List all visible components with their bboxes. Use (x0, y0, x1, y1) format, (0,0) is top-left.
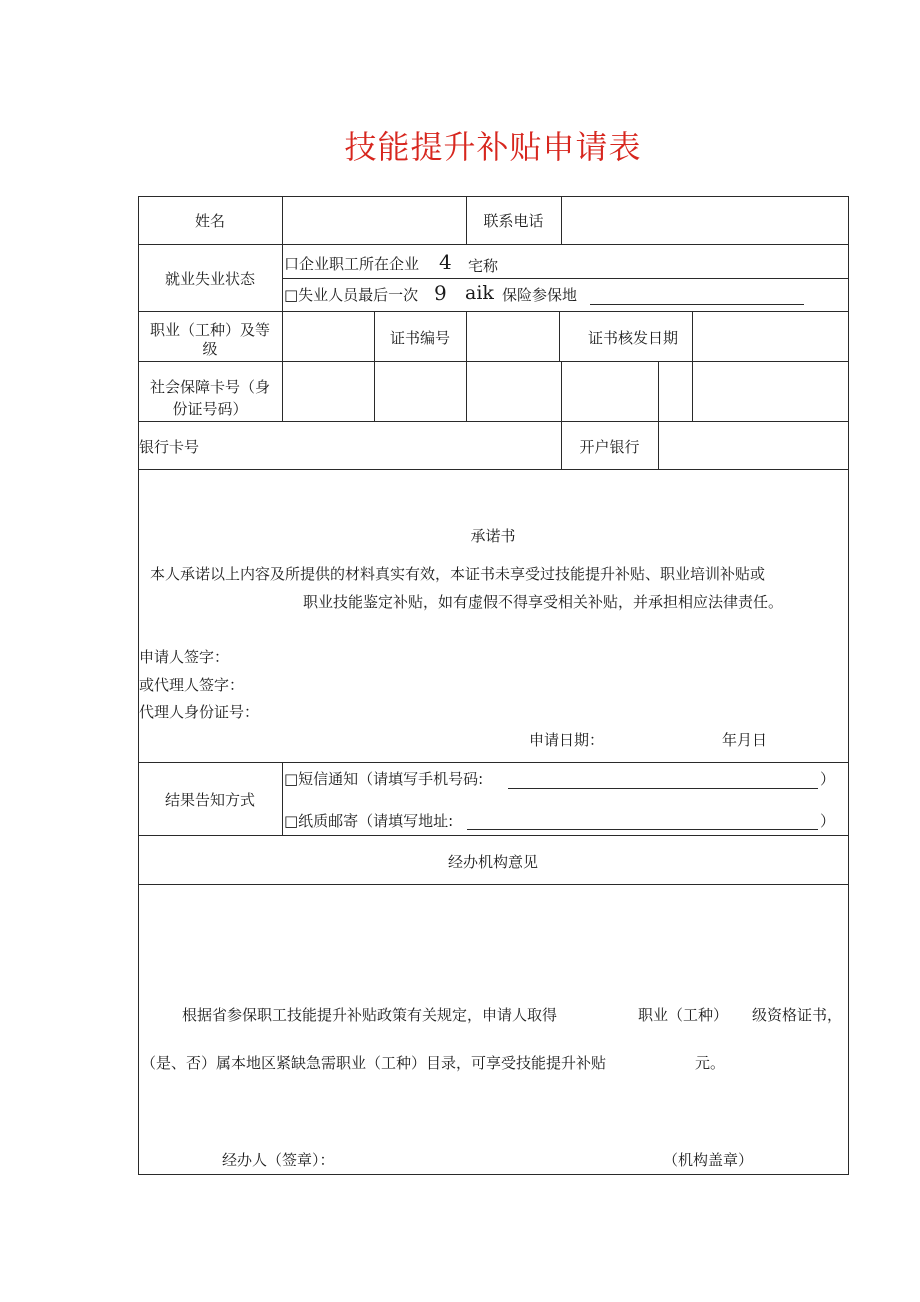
agency-text-amount-unit: 元。 (695, 1054, 726, 1072)
form-title: 技能提升补贴申请表 (344, 128, 642, 166)
agency-text-line2: （是、否）属本地区紧缺急需职业（工种）目录，可享受技能提升补贴 (141, 1054, 607, 1072)
ssn-field[interactable] (283, 362, 848, 421)
certificate-number-label: 证书编号 (389, 329, 450, 347)
bank-name-label: 开户银行 (579, 438, 640, 456)
notify-sms-close: ） (820, 770, 836, 788)
agency-text-occupation: 职业（工种） (638, 1006, 729, 1024)
bank-card-field[interactable] (240, 422, 560, 469)
employee-option-text: 口企业职工所在企业 (284, 255, 420, 273)
certificate-number-field[interactable] (467, 312, 559, 361)
ssn-label-line1: 社会保障卡号（身 (149, 378, 270, 396)
insurance-location-field[interactable] (590, 304, 804, 305)
unemployed-option-number: 9 (434, 281, 447, 305)
occupation-field[interactable] (283, 312, 374, 361)
occupation-label-line1: 职业（工种）及等 (149, 321, 270, 339)
promise-text-line2: 职业技能鉴定补贴，如有虚假不得享受相关补贴，并承担相应法律责任。 (303, 593, 784, 611)
name-label: 姓名 (194, 212, 225, 230)
notify-sms-option[interactable]: □短信通知（请填写手机号码: (284, 770, 484, 788)
notify-mail-address-field[interactable] (467, 829, 818, 830)
agency-text-cert-level: 级资格证书， (752, 1006, 843, 1024)
agency-text-line1: 根据省参保职工技能提升补贴政策有关规定，申请人取得 (182, 1006, 558, 1024)
unemployed-option-text: □失业人员最后一次 (284, 286, 419, 304)
notify-sms-phone-field[interactable] (508, 788, 818, 789)
insurance-location-label: 保险参保地 (502, 286, 578, 304)
promise-heading: 承诺书 (470, 527, 516, 545)
apply-date-ymd: 年月日 (722, 731, 768, 749)
notify-method-label: 结果告知方式 (164, 791, 255, 809)
unemployed-option-aik: aik (465, 282, 494, 304)
agency-seal-label: （机构盖章） (663, 1151, 754, 1169)
notify-mail-option[interactable]: □纸质邮寄（请填写地址: (284, 812, 454, 830)
notify-mail-close: ） (820, 812, 836, 830)
agency-opinion-heading: 经办机构意见 (447, 853, 538, 871)
agent-signature-label: 或代理人签字： (139, 676, 245, 694)
applicant-signature-label: 申请人签字： (139, 648, 230, 666)
bank-card-label: 银行卡号 (139, 438, 200, 456)
handler-signature-label: 经办人（签章）： (222, 1151, 335, 1169)
occupation-label-line2: 级 (202, 340, 218, 358)
employee-option-suffix: 宅称 (468, 257, 499, 275)
phone-field[interactable] (562, 197, 848, 244)
certificate-date-label: 证书核发日期 (588, 329, 679, 347)
agent-id-label: 代理人身份证号： (139, 703, 260, 721)
employee-option-number: 4 (439, 250, 452, 274)
bank-name-field[interactable] (659, 422, 848, 469)
ssn-label-line2: 份证号码） (172, 400, 248, 418)
promise-text-line1: 本人承诺以上内容及所提供的材料真实有效，本证书未享受过技能提升补贴、职业培训补贴或 (150, 565, 766, 583)
certificate-date-field[interactable] (693, 312, 848, 361)
employment-status-label: 就业失业状态 (164, 270, 255, 288)
phone-label: 联系电话 (483, 212, 544, 230)
name-field[interactable] (283, 197, 466, 244)
apply-date-label: 申请日期： (529, 731, 605, 749)
